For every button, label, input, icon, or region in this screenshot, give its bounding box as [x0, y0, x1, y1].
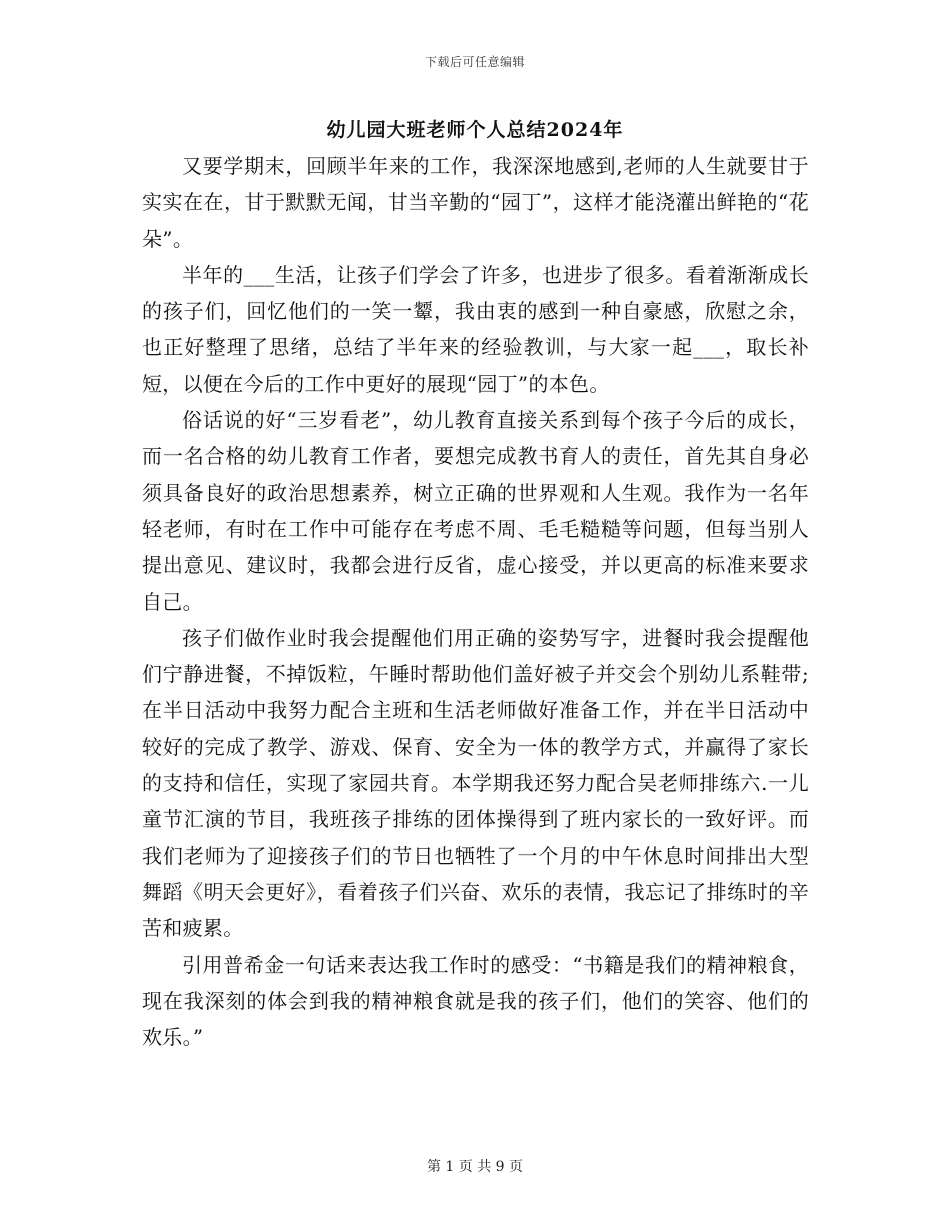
document-body: [142, 148, 809, 1055]
paragraph-5: 引用普希金一句话来表达我工作时的感受：“书籍是我们的精神粮食，现在我深刻的体会到我的精神粮食就是我的孩子们，他们的笑容、他们的欢乐。”: [142, 952, 809, 1050]
paragraph-1: 又要学期末，回顾半年来的工作，我深深地感到,老师的人生就要甘于实实在在，甘于默默无闻，甘当辛勤的“园丁”，这样才能浇灌出鲜艳的“花朵”。: [142, 154, 809, 251]
page-footer: 第 1 页 共 9 页: [426, 1159, 524, 1175]
paragraph-4: 孩子们做作业时我会提醒他们用正确的姿势写字，进餐时我会提醒他们宁静进餐，不掉饭粒，午睡时帮助他们盖好被子并交会个别幼儿系鞋带;在半日活动中我努力配合主班和生活老师做好准备工作，并在半日活动中较好的完成了教学、游戏、保育、安全为一体的教学方式，并赢得了家长的支持和信任，实现了家园共育。本学期我还努力配合吴老师排练六.一儿童节汇演的节目，我班孩子排练的团体操得到了班内家长的一致好评。而我们老师为了迎接孩子们的节日也牺牲了一个月的中午休息时间排出大型舞蹈《明天会更好》，看着孩子们兴奋、欢乐的表情，我忘记了排练时的辛苦和疲累。: [142, 625, 809, 941]
header-note: 下载后可任意编辑: [424, 55, 525, 69]
document-title: 幼儿园大班老师个人总结2024年: [326, 119, 624, 141]
paragraph-2: 半年的___生活，让孩子们学会了许多，也进步了很多。看着渐渐成长的孩子们，回忆他们的一笑一颦，我由衷的感到一种自豪感，欣慰之余，也正好整理了思绪，总结了半年来的经验教训，与大家一起___，取长补短，以便在今后的工作中更好的展现“园丁”的本色。: [142, 262, 809, 396]
paragraph-3: 俗话说的好“三岁看老”，幼儿教育直接关系到每个孩子今后的成长，而一名合格的幼儿教育工作者，要想完成教书育人的责任，首先其自身必须具备良好的政治思想素养，树立正确的世界观和人生观。我作为一名年轻老师，有时在工作中可能存在考虑不周、毛毛糙糙等问题，但每当别人提出意见、建议时，我都会进行反省，虚心接受，并以更高的标准来要求自己。: [142, 408, 809, 614]
